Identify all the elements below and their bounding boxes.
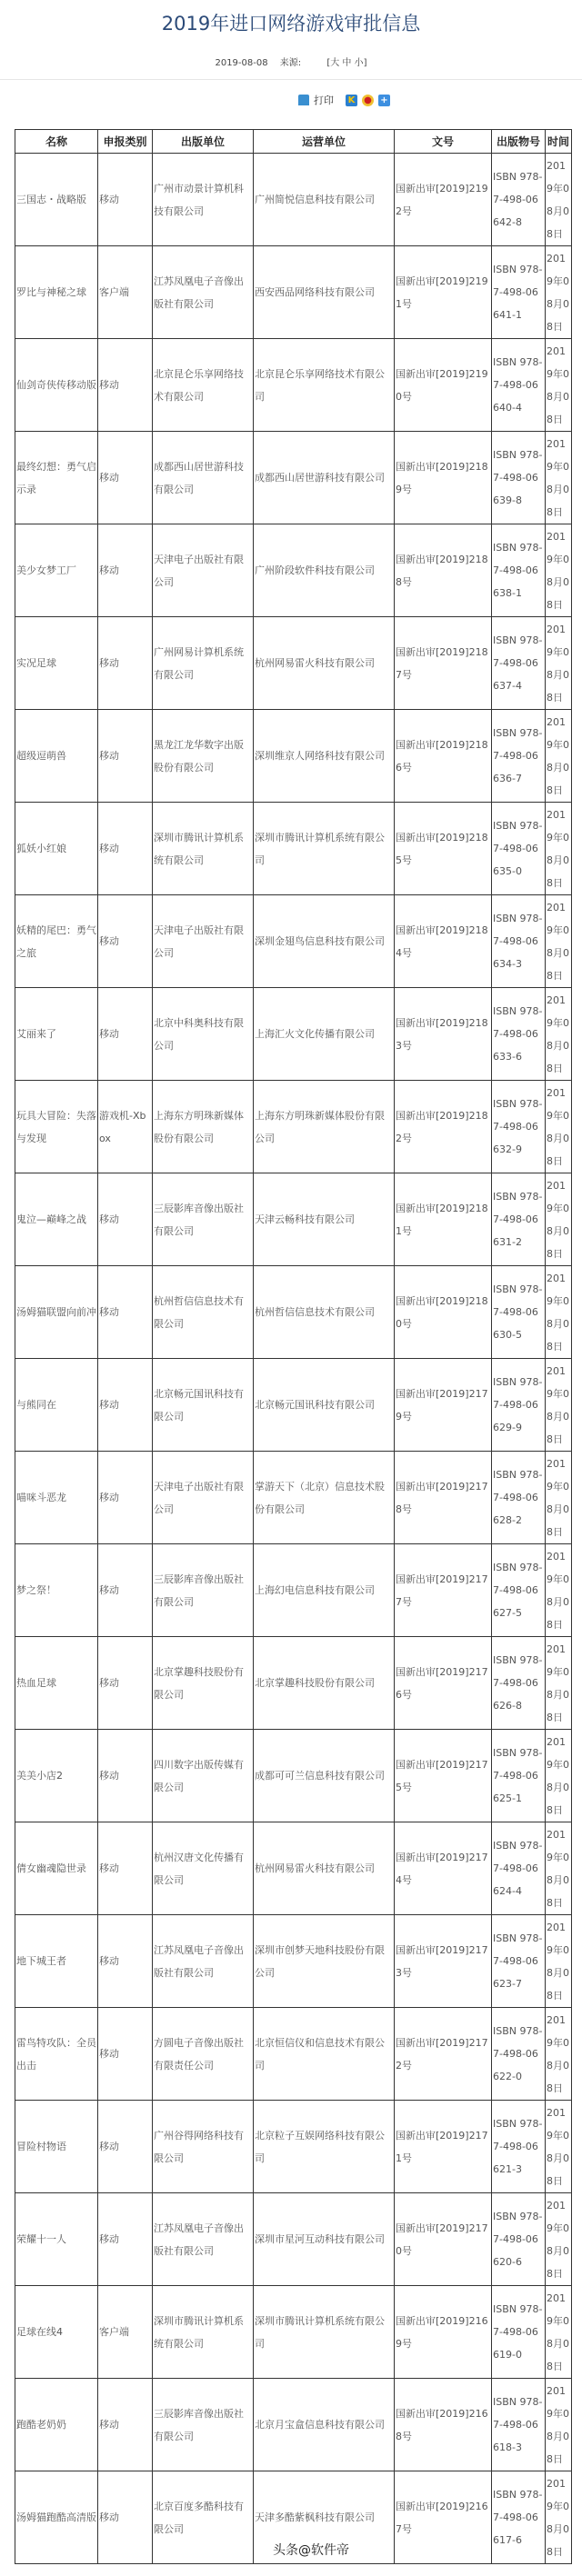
table-row — [15, 2008, 572, 2101]
table-row — [15, 524, 572, 617]
cell-publisher: 江苏凤凰电子音像出版社有限公司 — [153, 2193, 254, 2286]
article-meta — [0, 55, 582, 68]
cell-name: 荣耀十一人 — [15, 2193, 98, 2286]
header-name: 名称 — [15, 130, 98, 154]
cell-publisher: 上海东方明珠新媒体股份有限公司 — [153, 1081, 254, 1173]
table-row — [15, 1173, 572, 1266]
cell-date: 2019年08月08日 — [546, 1266, 572, 1359]
print-button[interactable]: 打印 — [314, 95, 334, 106]
cell-approval-number: 国新出审[2019]2179号 — [395, 1359, 492, 1452]
cell-date: 2019年08月08日 — [546, 524, 572, 617]
cell-name: 喵咪斗恶龙 — [15, 1452, 98, 1544]
cell-publisher: 天津电子出版社有限公司 — [153, 895, 254, 988]
header-approval-number: 文号 — [395, 130, 492, 154]
kaixin-share-icon[interactable]: K — [346, 95, 357, 106]
cell-publisher: 天津电子出版社有限公司 — [153, 524, 254, 617]
cell-date: 2019年08月08日 — [546, 339, 572, 432]
cell-operator: 掌游天下（北京）信息技术股份有限公司 — [254, 1452, 395, 1544]
source-label: 来源: — [279, 58, 302, 68]
cell-isbn: ISBN 978-7-498-06617-6 — [492, 2471, 546, 2564]
approval-table — [15, 129, 572, 2564]
cell-isbn: ISBN 978-7-498-06636-7 — [492, 710, 546, 803]
cell-isbn: ISBN 978-7-498-06624-4 — [492, 1822, 546, 1915]
cell-name: 倩女幽魂隐世录 — [15, 1822, 98, 1915]
cell-operator: 广州阶段软件科技有限公司 — [254, 524, 395, 617]
table-row — [15, 1452, 572, 1544]
cell-operator: 广州简悦信息科技有限公司 — [254, 154, 395, 246]
cell-date: 2019年08月08日 — [546, 2193, 572, 2286]
cell-publisher: 杭州哲信信息技术有限公司 — [153, 1266, 254, 1359]
header-operator: 运营单位 — [254, 130, 395, 154]
cell-name: 足球在线4 — [15, 2286, 98, 2379]
table-row — [15, 1915, 572, 2008]
page-title: 2019年进口网络游戏审批信息 — [161, 13, 421, 35]
cell-date: 2019年08月08日 — [546, 2008, 572, 2101]
cell-category: 移动 — [98, 1452, 153, 1544]
table-row — [15, 1266, 572, 1359]
cell-publisher: 北京昆仑乐享网络技术有限公司 — [153, 339, 254, 432]
cell-isbn: ISBN 978-7-498-06635-0 — [492, 803, 546, 895]
cell-date: 2019年08月08日 — [546, 1081, 572, 1173]
cell-date: 2019年08月08日 — [546, 1544, 572, 1637]
share-toolbar — [298, 93, 390, 107]
cell-isbn: ISBN 978-7-498-06626-8 — [492, 1637, 546, 1730]
cell-operator: 深圳维京人网络科技有限公司 — [254, 710, 395, 803]
cell-isbn: ISBN 978-7-498-06620-6 — [492, 2193, 546, 2286]
cell-isbn: ISBN 978-7-498-06632-9 — [492, 1081, 546, 1173]
header-category: 申报类别 — [98, 130, 153, 154]
cell-name: 妖精的尾巴：勇气之旅 — [15, 895, 98, 988]
cell-isbn: ISBN 978-7-498-06640-4 — [492, 339, 546, 432]
table-row — [15, 339, 572, 432]
cell-date: 2019年08月08日 — [546, 1452, 572, 1544]
cell-category: 移动 — [98, 1730, 153, 1822]
cell-category: 客户端 — [98, 2286, 153, 2379]
cell-operator: 北京掌趣科技股份有限公司 — [254, 1637, 395, 1730]
cell-category: 移动 — [98, 1173, 153, 1266]
cell-publisher: 广州谷得网络科技有限公司 — [153, 2101, 254, 2193]
cell-date: 2019年08月08日 — [546, 1822, 572, 1915]
cell-operator: 杭州网易雷火科技有限公司 — [254, 617, 395, 710]
cell-isbn: ISBN 978-7-498-06633-6 — [492, 988, 546, 1081]
cell-category: 移动 — [98, 895, 153, 988]
cell-name: 美少女梦工厂 — [15, 524, 98, 617]
cell-approval-number: 国新出审[2019]2188号 — [395, 524, 492, 617]
cell-name: 跑酷老奶奶 — [15, 2379, 98, 2471]
cell-approval-number: 国新出审[2019]2187号 — [395, 617, 492, 710]
cell-date: 2019年08月08日 — [546, 2471, 572, 2564]
cell-isbn: ISBN 978-7-498-06642-8 — [492, 154, 546, 246]
cell-category: 客户端 — [98, 246, 153, 339]
cell-approval-number: 国新出审[2019]2167号 — [395, 2471, 492, 2564]
cell-isbn: ISBN 978-7-498-06619-0 — [492, 2286, 546, 2379]
cell-category: 移动 — [98, 988, 153, 1081]
cell-approval-number: 国新出审[2019]2191号 — [395, 246, 492, 339]
printer-icon[interactable] — [298, 95, 309, 105]
cell-date: 2019年08月08日 — [546, 895, 572, 988]
cell-operator: 天津多酷紫枫科技有限公司 — [254, 2471, 395, 2564]
cell-publisher: 北京中科奥科技有限公司 — [153, 988, 254, 1081]
table-row — [15, 1544, 572, 1637]
table-row — [15, 1359, 572, 1452]
cell-operator: 北京畅元国讯科技有限公司 — [254, 1359, 395, 1452]
cell-name: 雷鸟特攻队：全员出击 — [15, 2008, 98, 2101]
cell-name: 仙剑奇侠传移动版 — [15, 339, 98, 432]
cell-date: 2019年08月08日 — [546, 246, 572, 339]
cell-isbn: ISBN 978-7-498-06628-2 — [492, 1452, 546, 1544]
cell-operator: 天津云畅科技有限公司 — [254, 1173, 395, 1266]
cell-category: 移动 — [98, 1915, 153, 2008]
cell-approval-number: 国新出审[2019]2175号 — [395, 1730, 492, 1822]
cell-operator: 上海幻电信息科技有限公司 — [254, 1544, 395, 1637]
cell-isbn: ISBN 978-7-498-06627-5 — [492, 1544, 546, 1637]
cell-publisher: 杭州汉唐文化传播有限公司 — [153, 1822, 254, 1915]
cell-isbn: ISBN 978-7-498-06625-1 — [492, 1730, 546, 1822]
cell-publisher: 北京掌趣科技股份有限公司 — [153, 1637, 254, 1730]
cell-category: 移动 — [98, 524, 153, 617]
cell-name: 热血足球 — [15, 1637, 98, 1730]
cell-category: 移动 — [98, 1359, 153, 1452]
table-row — [15, 246, 572, 339]
cell-publisher: 三辰影库音像出版社有限公司 — [153, 1173, 254, 1266]
cell-date: 2019年08月08日 — [546, 2379, 572, 2471]
cell-name: 冒险村物语 — [15, 2101, 98, 2193]
cell-date: 2019年08月08日 — [546, 710, 572, 803]
cell-name: 梦之祭！ — [15, 1544, 98, 1637]
cell-operator: 成都西山居世游科技有限公司 — [254, 432, 395, 524]
cell-operator: 北京恒信仪和信息技术有限公司 — [254, 2008, 395, 2101]
table-row — [15, 988, 572, 1081]
cell-name: 超级逗萌兽 — [15, 710, 98, 803]
cell-approval-number: 国新出审[2019]2171号 — [395, 2101, 492, 2193]
cell-operator: 杭州哲信信息技术有限公司 — [254, 1266, 395, 1359]
cell-publisher: 广州网易计算机系统有限公司 — [153, 617, 254, 710]
cell-publisher: 三辰影库音像出版社有限公司 — [153, 1544, 254, 1637]
cell-category: 移动 — [98, 154, 153, 246]
cell-publisher: 江苏凤凰电子音像出版社有限公司 — [153, 1915, 254, 2008]
cell-category: 移动 — [98, 710, 153, 803]
table-row — [15, 803, 572, 895]
cell-operator: 深圳市星河互动科技有限公司 — [254, 2193, 395, 2286]
cell-isbn: ISBN 978-7-498-06630-5 — [492, 1266, 546, 1359]
cell-publisher: 成都西山居世游科技有限公司 — [153, 432, 254, 524]
cell-publisher: 三辰影库音像出版社有限公司 — [153, 2379, 254, 2471]
cell-date: 2019年08月08日 — [546, 803, 572, 895]
cell-approval-number: 国新出审[2019]2181号 — [395, 1173, 492, 1266]
cell-category: 游戏机-Xbox — [98, 1081, 153, 1173]
cell-operator: 上海汇火文化传播有限公司 — [254, 988, 395, 1081]
cell-publisher: 天津电子出版社有限公司 — [153, 1452, 254, 1544]
cell-operator: 西安西品网络科技有限公司 — [254, 246, 395, 339]
cell-approval-number: 国新出审[2019]2174号 — [395, 1822, 492, 1915]
cell-category: 移动 — [98, 2379, 153, 2471]
cell-approval-number: 国新出审[2019]2185号 — [395, 803, 492, 895]
cell-isbn: ISBN 978-7-498-06629-9 — [492, 1359, 546, 1452]
table-row — [15, 154, 572, 246]
cell-approval-number: 国新出审[2019]2173号 — [395, 1915, 492, 2008]
cell-isbn: ISBN 978-7-498-06637-4 — [492, 617, 546, 710]
cell-date: 2019年08月08日 — [546, 1637, 572, 1730]
cell-date: 2019年08月08日 — [546, 617, 572, 710]
cell-approval-number: 国新出审[2019]2183号 — [395, 988, 492, 1081]
cell-name: 汤姆猫跑酷高清版 — [15, 2471, 98, 2564]
cell-category: 移动 — [98, 1637, 153, 1730]
header-date: 时间 — [546, 130, 572, 154]
cell-date: 2019年08月08日 — [546, 988, 572, 1081]
cell-category: 移动 — [98, 803, 153, 895]
cell-date: 2019年08月08日 — [546, 2101, 572, 2193]
cell-category: 移动 — [98, 1266, 153, 1359]
cell-name: 鬼泣—巅峰之战 — [15, 1173, 98, 1266]
cell-publisher: 深圳市腾讯计算机系统有限公司 — [153, 2286, 254, 2379]
cell-name: 地下城王者 — [15, 1915, 98, 2008]
table-row — [15, 432, 572, 524]
table-row — [15, 895, 572, 988]
cell-date: 2019年08月08日 — [546, 1173, 572, 1266]
cell-operator: 成都可可兰信息科技有限公司 — [254, 1730, 395, 1822]
header-publisher: 出版单位 — [153, 130, 254, 154]
cell-approval-number: 国新出审[2019]2170号 — [395, 2193, 492, 2286]
cell-publisher: 江苏凤凰电子音像出版社有限公司 — [153, 246, 254, 339]
table-row — [15, 1081, 572, 1173]
cell-isbn: ISBN 978-7-498-06621-3 — [492, 2101, 546, 2193]
cell-approval-number: 国新出审[2019]2192号 — [395, 154, 492, 246]
cell-approval-number: 国新出审[2019]2189号 — [395, 432, 492, 524]
cell-publisher: 广州市动景计算机科技有限公司 — [153, 154, 254, 246]
font-size-control[interactable]: [大 中 小] — [326, 58, 367, 68]
cell-name: 艾丽来了 — [15, 988, 98, 1081]
table-row — [15, 617, 572, 710]
cell-isbn: ISBN 978-7-498-06638-1 — [492, 524, 546, 617]
cell-date: 2019年08月08日 — [546, 2286, 572, 2379]
cell-name: 罗比与神秘之球 — [15, 246, 98, 339]
cell-category: 移动 — [98, 339, 153, 432]
cell-date: 2019年08月08日 — [546, 1730, 572, 1822]
cell-operator: 北京粒子互娱网络科技有限公司 — [254, 2101, 395, 2193]
cell-category: 移动 — [98, 2008, 153, 2101]
cell-category: 移动 — [98, 1544, 153, 1637]
cell-isbn: ISBN 978-7-498-06623-7 — [492, 1915, 546, 2008]
table-row — [15, 1822, 572, 1915]
cell-date: 2019年08月08日 — [546, 154, 572, 246]
cell-date: 2019年08月08日 — [546, 1915, 572, 2008]
cell-name: 狐妖小红娘 — [15, 803, 98, 895]
cell-publisher: 方圆电子音像出版社有限责任公司 — [153, 2008, 254, 2101]
cell-name: 与熊同在 — [15, 1359, 98, 1452]
cell-category: 移动 — [98, 2471, 153, 2564]
cell-name: 最终幻想：勇气启示录 — [15, 432, 98, 524]
weibo-share-icon[interactable]: ● — [362, 95, 374, 106]
cell-operator: 深圳市腾讯计算机系统有限公司 — [254, 2286, 395, 2379]
cell-operator: 深圳市创梦天地科技股份有限公司 — [254, 1915, 395, 2008]
cell-approval-number: 国新出审[2019]2172号 — [395, 2008, 492, 2101]
cell-isbn: ISBN 978-7-498-06622-0 — [492, 2008, 546, 2101]
table-row — [15, 2379, 572, 2471]
cell-operator: 杭州网易雷火科技有限公司 — [254, 1822, 395, 1915]
cell-category: 移动 — [98, 617, 153, 710]
more-share-icon[interactable]: + — [378, 95, 390, 106]
publish-date: 2019-08-08 — [215, 58, 268, 68]
cell-date: 2019年08月08日 — [546, 1359, 572, 1452]
cell-approval-number: 国新出审[2019]2169号 — [395, 2286, 492, 2379]
cell-operator: 深圳金翅鸟信息科技有限公司 — [254, 895, 395, 988]
table-row — [15, 1730, 572, 1822]
table-row — [15, 2193, 572, 2286]
cell-approval-number: 国新出审[2019]2177号 — [395, 1544, 492, 1637]
cell-operator: 上海东方明珠新媒体股份有限公司 — [254, 1081, 395, 1173]
cell-isbn: ISBN 978-7-498-06634-3 — [492, 895, 546, 988]
cell-publisher: 黑龙江龙华数字出版股份有限公司 — [153, 710, 254, 803]
cell-approval-number: 国新出审[2019]2168号 — [395, 2379, 492, 2471]
divider — [0, 79, 582, 80]
cell-name: 汤姆猫联盟向前冲 — [15, 1266, 98, 1359]
table-header-row — [15, 130, 572, 154]
cell-category: 移动 — [98, 432, 153, 524]
table-row — [15, 710, 572, 803]
cell-approval-number: 国新出审[2019]2180号 — [395, 1266, 492, 1359]
cell-name: 美美小店2 — [15, 1730, 98, 1822]
cell-publisher: 北京畅元国讯科技有限公司 — [153, 1359, 254, 1452]
cell-approval-number: 国新出审[2019]2176号 — [395, 1637, 492, 1730]
cell-category: 移动 — [98, 2101, 153, 2193]
header-isbn: 出版物号 — [492, 130, 546, 154]
cell-category: 移动 — [98, 2193, 153, 2286]
cell-name: 玩具大冒险：失落与发现 — [15, 1081, 98, 1173]
table-row — [15, 1637, 572, 1730]
table-row — [15, 2286, 572, 2379]
cell-isbn: ISBN 978-7-498-06639-8 — [492, 432, 546, 524]
cell-category: 移动 — [98, 1822, 153, 1915]
cell-approval-number: 国新出审[2019]2186号 — [395, 710, 492, 803]
cell-approval-number: 国新出审[2019]2184号 — [395, 895, 492, 988]
cell-operator: 深圳市腾讯计算机系统有限公司 — [254, 803, 395, 895]
cell-name: 三国志・战略版 — [15, 154, 98, 246]
cell-approval-number: 国新出审[2019]2182号 — [395, 1081, 492, 1173]
cell-publisher: 四川数字出版传媒有限公司 — [153, 1730, 254, 1822]
cell-operator: 北京月宝盒信息科技有限公司 — [254, 2379, 395, 2471]
cell-name: 实况足球 — [15, 617, 98, 710]
cell-approval-number: 国新出审[2019]2190号 — [395, 339, 492, 432]
cell-date: 2019年08月08日 — [546, 432, 572, 524]
cell-isbn: ISBN 978-7-498-06631-2 — [492, 1173, 546, 1266]
cell-approval-number: 国新出审[2019]2178号 — [395, 1452, 492, 1544]
watermark: 头条@软件帝 — [273, 2543, 349, 2558]
cell-operator: 北京昆仑乐享网络技术有限公司 — [254, 339, 395, 432]
cell-publisher: 深圳市腾讯计算机系统有限公司 — [153, 803, 254, 895]
cell-isbn: ISBN 978-7-498-06618-3 — [492, 2379, 546, 2471]
cell-publisher: 北京百度多酷科技有限公司 — [153, 2471, 254, 2564]
table-row — [15, 2101, 572, 2193]
cell-isbn: ISBN 978-7-498-06641-1 — [492, 246, 546, 339]
